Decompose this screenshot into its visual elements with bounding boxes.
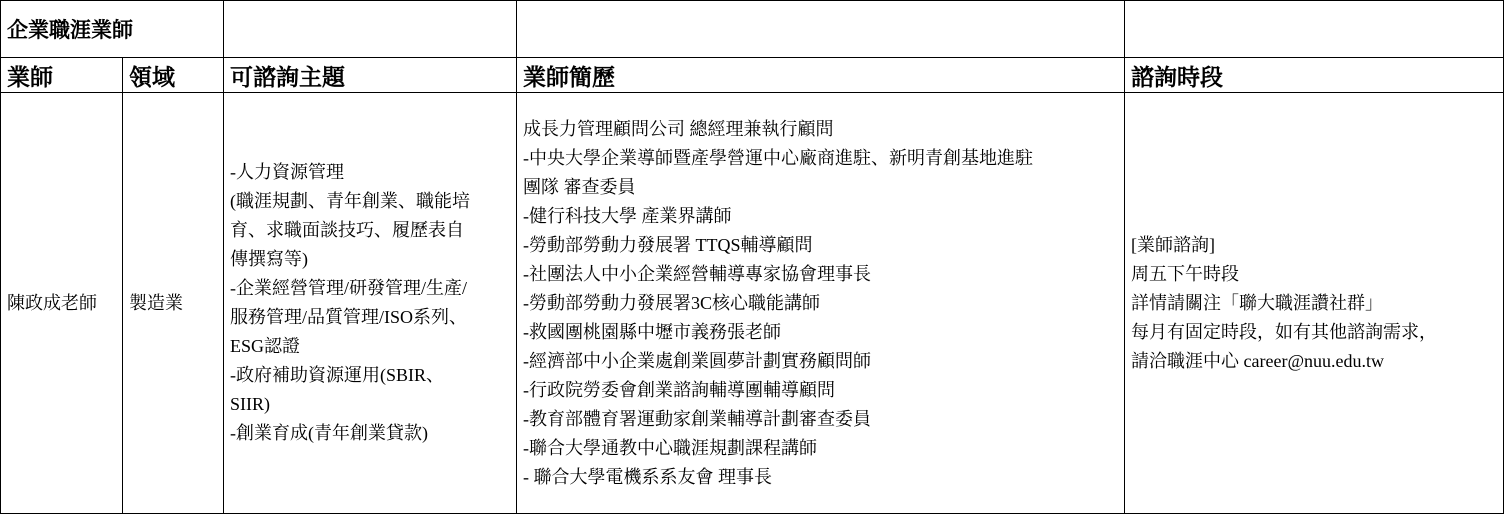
header-bio: 業師簡歷 xyxy=(517,58,1125,93)
topic-line: -人力資源管理 xyxy=(230,162,344,182)
bio-line: 團隊 審查委員 xyxy=(523,176,636,197)
topic-line: 服務管理/品質管理/ISO系列、 xyxy=(230,307,468,327)
bio-cell xyxy=(517,93,1125,514)
topic-line: ESG認證 xyxy=(230,336,301,356)
schedule-line: [業師諮詢] xyxy=(1131,234,1215,255)
bio-line: 成長力管理顧問公司 總經理兼執行顧問 xyxy=(523,118,834,139)
title-empty-cell-schedule xyxy=(1125,1,1504,58)
bio-line: -健行科技大學 產業界講師 xyxy=(523,205,732,226)
topic-line: SIIR) xyxy=(230,394,270,414)
field-cell: 製造業 xyxy=(123,93,224,514)
topic-line: 傳撰寫等) xyxy=(230,249,308,269)
bio-line: -勞動部勞動力發展署3C核心職能講師 xyxy=(523,292,820,313)
topic-line: -創業育成(青年創業貸款) xyxy=(230,423,428,443)
schedule-line: 詳情請關注「聯大職涯讚社群」 xyxy=(1131,292,1383,313)
bio-line: - 聯合大學電機系系友會 理事長 xyxy=(523,466,772,487)
table-title xyxy=(1,1,224,58)
header-field: 領域 xyxy=(123,58,224,93)
mentor-name-cell: 陳政成老師 xyxy=(1,93,123,514)
schedule-cell xyxy=(1125,93,1504,514)
bio-line: -教育部體育署運動家創業輔導計劃審查委員 xyxy=(523,408,871,429)
schedule-line: 周五下午時段 xyxy=(1131,263,1239,284)
table-title-text: 企業職涯業師 xyxy=(7,19,133,42)
bio-line: -中央大學企業導師暨產學營運中心廠商進駐、新明青創基地進駐 xyxy=(523,147,1033,168)
bio-line: -行政院勞委會創業諮詢輔導團輔導顧問 xyxy=(523,379,835,400)
topic-line: -企業經營管理/研發管理/生產/ xyxy=(230,278,467,298)
topics-cell xyxy=(224,93,517,514)
bio-line: -救國團桃園縣中壢市義務張老師 xyxy=(523,321,781,342)
header-row xyxy=(1,58,1504,93)
table-row xyxy=(1,93,1504,514)
title-empty-cell-topics xyxy=(224,1,517,58)
topic-line: 育、求職面談技巧、履歷表自 xyxy=(230,220,464,240)
bio-line: -勞動部勞動力發展署 TTQS輔導顧問 xyxy=(523,234,813,255)
title-row xyxy=(1,1,1504,58)
header-schedule: 諮詢時段 xyxy=(1125,58,1504,93)
bio-line: -聯合大學通教中心職涯規劃課程講師 xyxy=(523,437,817,458)
schedule-line: 每月有固定時段，如有其他諮詢需求， xyxy=(1131,321,1437,342)
header-topics: 可諮詢主題 xyxy=(224,58,517,93)
title-empty-cell-bio xyxy=(517,1,1125,58)
header-mentor: 業師 xyxy=(1,58,123,93)
schedule-line: 請洽職涯中心 career@nuu.edu.tw xyxy=(1131,350,1385,371)
bio-line: -社團法人中小企業經營輔導專家協會理事長 xyxy=(523,263,871,284)
topic-line: -政府補助資源運用(SBIR、 xyxy=(230,365,445,385)
topic-line: (職涯規劃、青年創業、職能培 xyxy=(230,191,470,211)
bio-line: -經濟部中小企業處創業圓夢計劃實務顧問師 xyxy=(523,350,871,371)
